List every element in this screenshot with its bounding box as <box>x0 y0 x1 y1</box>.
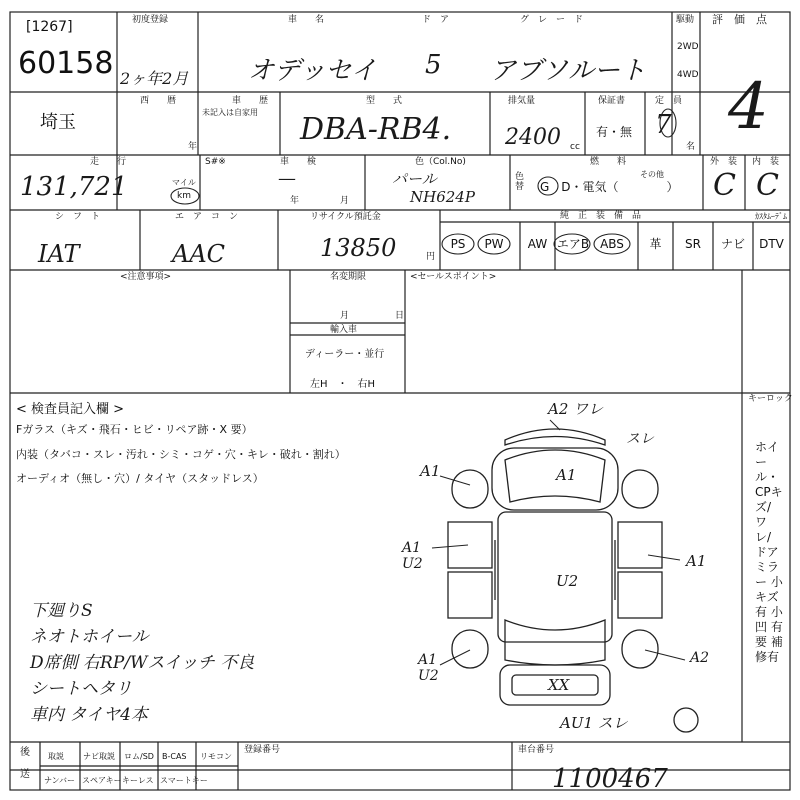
mark-a2-front: A2 ワレ <box>548 400 604 418</box>
audio-tire-line: オーディオ（無し・穴）/ タイヤ（スタッドレス） <box>16 472 264 485</box>
note-4: シートヘタリ <box>30 679 132 699</box>
name-change-month: 月 <box>340 311 350 321</box>
sfx-label: S#※ <box>205 157 226 167</box>
reg-date: 2ヶ年2月 <box>120 69 189 88</box>
interior-label: 内 装 <box>752 157 780 167</box>
lot-number: 60158 <box>18 46 114 81</box>
equip-sr: SR <box>685 237 701 251</box>
capacity-label: 定 員 <box>655 96 683 106</box>
fuel-other: その他 <box>640 170 664 179</box>
footer-send: 送 <box>20 769 30 780</box>
inspection-label: 車 検 <box>280 157 317 167</box>
chassis-no-value: 1100467 <box>552 764 668 794</box>
warranty-label: 保証書 <box>598 96 626 106</box>
displacement-unit: cc <box>570 142 580 152</box>
grade-name: アブソルート <box>490 56 647 86</box>
lot-code: [1267] <box>26 19 73 35</box>
footer-manual: 取説 <box>48 752 64 761</box>
sales-point-label: <セールスポイント> <box>410 272 497 282</box>
score-label: 評 価 点 <box>712 13 767 26</box>
aircon-value: AAC <box>172 240 226 268</box>
caution-label: <注意事項> <box>120 272 172 282</box>
footer-smart-key: スマートキー <box>160 776 208 785</box>
mark-scratch-front: スレ <box>626 431 654 447</box>
warranty-options: 有・無 <box>596 125 633 139</box>
model-label: 型 式 <box>366 96 403 106</box>
shift-value: IAT <box>38 240 80 268</box>
recycle-label: リサイクル預託金 <box>310 212 381 222</box>
grade-label: グ レ ー ド <box>520 15 584 25</box>
equip-airbag: エアB <box>556 237 590 251</box>
equip-leather: 革 <box>649 237 662 251</box>
custom-label: ｶｽﾀﾑｰﾃﾞﾑ <box>755 212 787 221</box>
mark-a1-bonnet: A1 <box>556 466 577 484</box>
note-3: D席側 右RP/Wスイッチ 不良 <box>30 653 255 673</box>
reg-no-label: 登録番号 <box>244 745 281 755</box>
equipment-label: 純 正 装 備 品 <box>560 211 642 221</box>
inspection-value: — <box>278 168 296 189</box>
interior-line: 内装（タバコ・スレ・汚れ・シミ・コゲ・穴・キレ・破れ・割れ） <box>16 448 346 461</box>
mileage-label: 走 行 <box>90 157 127 167</box>
mileage-value: 131,721 <box>20 172 128 202</box>
name-change-day: 日 <box>395 311 405 321</box>
region: 埼玉 <box>40 112 76 133</box>
equip-aw: AW <box>527 237 548 251</box>
footer-spare-key: スペアキー <box>82 776 122 785</box>
note-5: 車内 タイヤ4本 <box>30 705 148 725</box>
mark-a1-right: A1 <box>686 552 707 570</box>
shift-label: シ フ ト <box>55 212 101 222</box>
mark-a1u2-left: A1 U2 <box>402 540 423 572</box>
chassis-no-label: 車台番号 <box>518 745 555 755</box>
car-name-label: 車 名 <box>288 15 325 25</box>
color-code: NH624P <box>410 188 475 206</box>
drive-4wd: 4WD <box>677 70 699 80</box>
footer-bcas: B-CAS <box>162 752 187 761</box>
history-note: 未記入は自家用 <box>202 108 258 117</box>
equip-pw: PW <box>484 237 504 251</box>
era-year: 年 <box>188 142 198 152</box>
footer-rom-sd: ロム/SD <box>124 752 154 761</box>
equip-dtv: DTV <box>759 237 784 251</box>
displacement-label: 排気量 <box>508 96 536 106</box>
mark-xx-rear: XX <box>548 676 570 694</box>
wheel-mirror-vertical: ホイール・CPキズ/ワレ/ドアミラー 小キズ 有 小凹 有 要 補修有 <box>755 440 783 664</box>
interior-grade: C <box>756 168 779 203</box>
history-label: 車 歴 <box>232 96 269 106</box>
capacity-unit: 名 <box>686 142 696 152</box>
lhrh-label: 左H ・ 右H <box>310 379 376 390</box>
footer-navi-manual: ナビ取説 <box>83 752 115 761</box>
footer-keyless: キーレス <box>122 776 154 785</box>
footer-plate: ナンバー <box>44 776 76 785</box>
dealer-label: ディーラー・並行 <box>305 349 385 360</box>
exterior-grade: C <box>713 168 736 203</box>
mark-u2-roof: U2 <box>556 572 579 590</box>
footer-after: 後 <box>20 747 30 758</box>
recycle-value: 13850 <box>320 234 397 262</box>
door-count: 5 <box>425 50 442 80</box>
equip-abs: ABS <box>600 237 624 251</box>
inspector-title: < 検査員記入欄 > <box>16 402 125 417</box>
note-2: ネオトホイール <box>30 627 149 647</box>
import-label: 輸入車 <box>330 325 358 335</box>
recycle-yen: 円 <box>426 252 436 262</box>
color-change-label: 色替 <box>515 172 525 192</box>
mark-a2-right-rear: A2 <box>690 650 710 666</box>
mark-au1-rear: AU1 スレ <box>560 714 628 732</box>
exterior-label: 外 装 <box>710 157 738 167</box>
score-value: 4 <box>728 70 769 144</box>
equip-navi: ナビ <box>720 237 745 251</box>
displacement-value: 2400 <box>505 125 561 150</box>
note-1: 下廻りS <box>30 601 93 621</box>
color-name: パール <box>392 170 437 188</box>
first-reg-label: 初度登録 <box>132 15 169 25</box>
fuel-options: G D・電気（ ） <box>540 180 679 194</box>
era-label: 西 暦 <box>140 96 177 106</box>
equip-ps: PS <box>450 237 466 251</box>
keylock-label: キーロック <box>748 394 793 404</box>
inspection-month: 月 <box>340 196 350 206</box>
footer-remote: リモコン <box>200 752 232 761</box>
name-change-label: 名変期限 <box>330 272 367 282</box>
glass-line: Fガラス（キズ・飛石・ヒビ・リペア跡・X 要） <box>16 423 253 436</box>
drive-label: 駆動 <box>676 15 695 25</box>
color-label: 色（Col.No) <box>415 157 466 167</box>
car-name: オデッセイ <box>248 56 377 86</box>
mark-a1-left-front: A1 <box>420 462 441 480</box>
fuel-label: 燃 料 <box>590 157 627 167</box>
drive-2wd: 2WD <box>677 42 699 52</box>
mile-unit: マイル <box>172 178 196 187</box>
door-label: ド ア <box>422 15 450 25</box>
capacity-value: 7 <box>655 110 672 140</box>
aircon-label: エ ア コ ン <box>175 212 239 222</box>
model-code: DBA-RB4. <box>300 112 452 147</box>
km-unit: km <box>177 191 191 201</box>
inspection-year: 年 <box>290 196 300 206</box>
mark-a1u2-left-rear: A1 U2 <box>418 652 439 684</box>
